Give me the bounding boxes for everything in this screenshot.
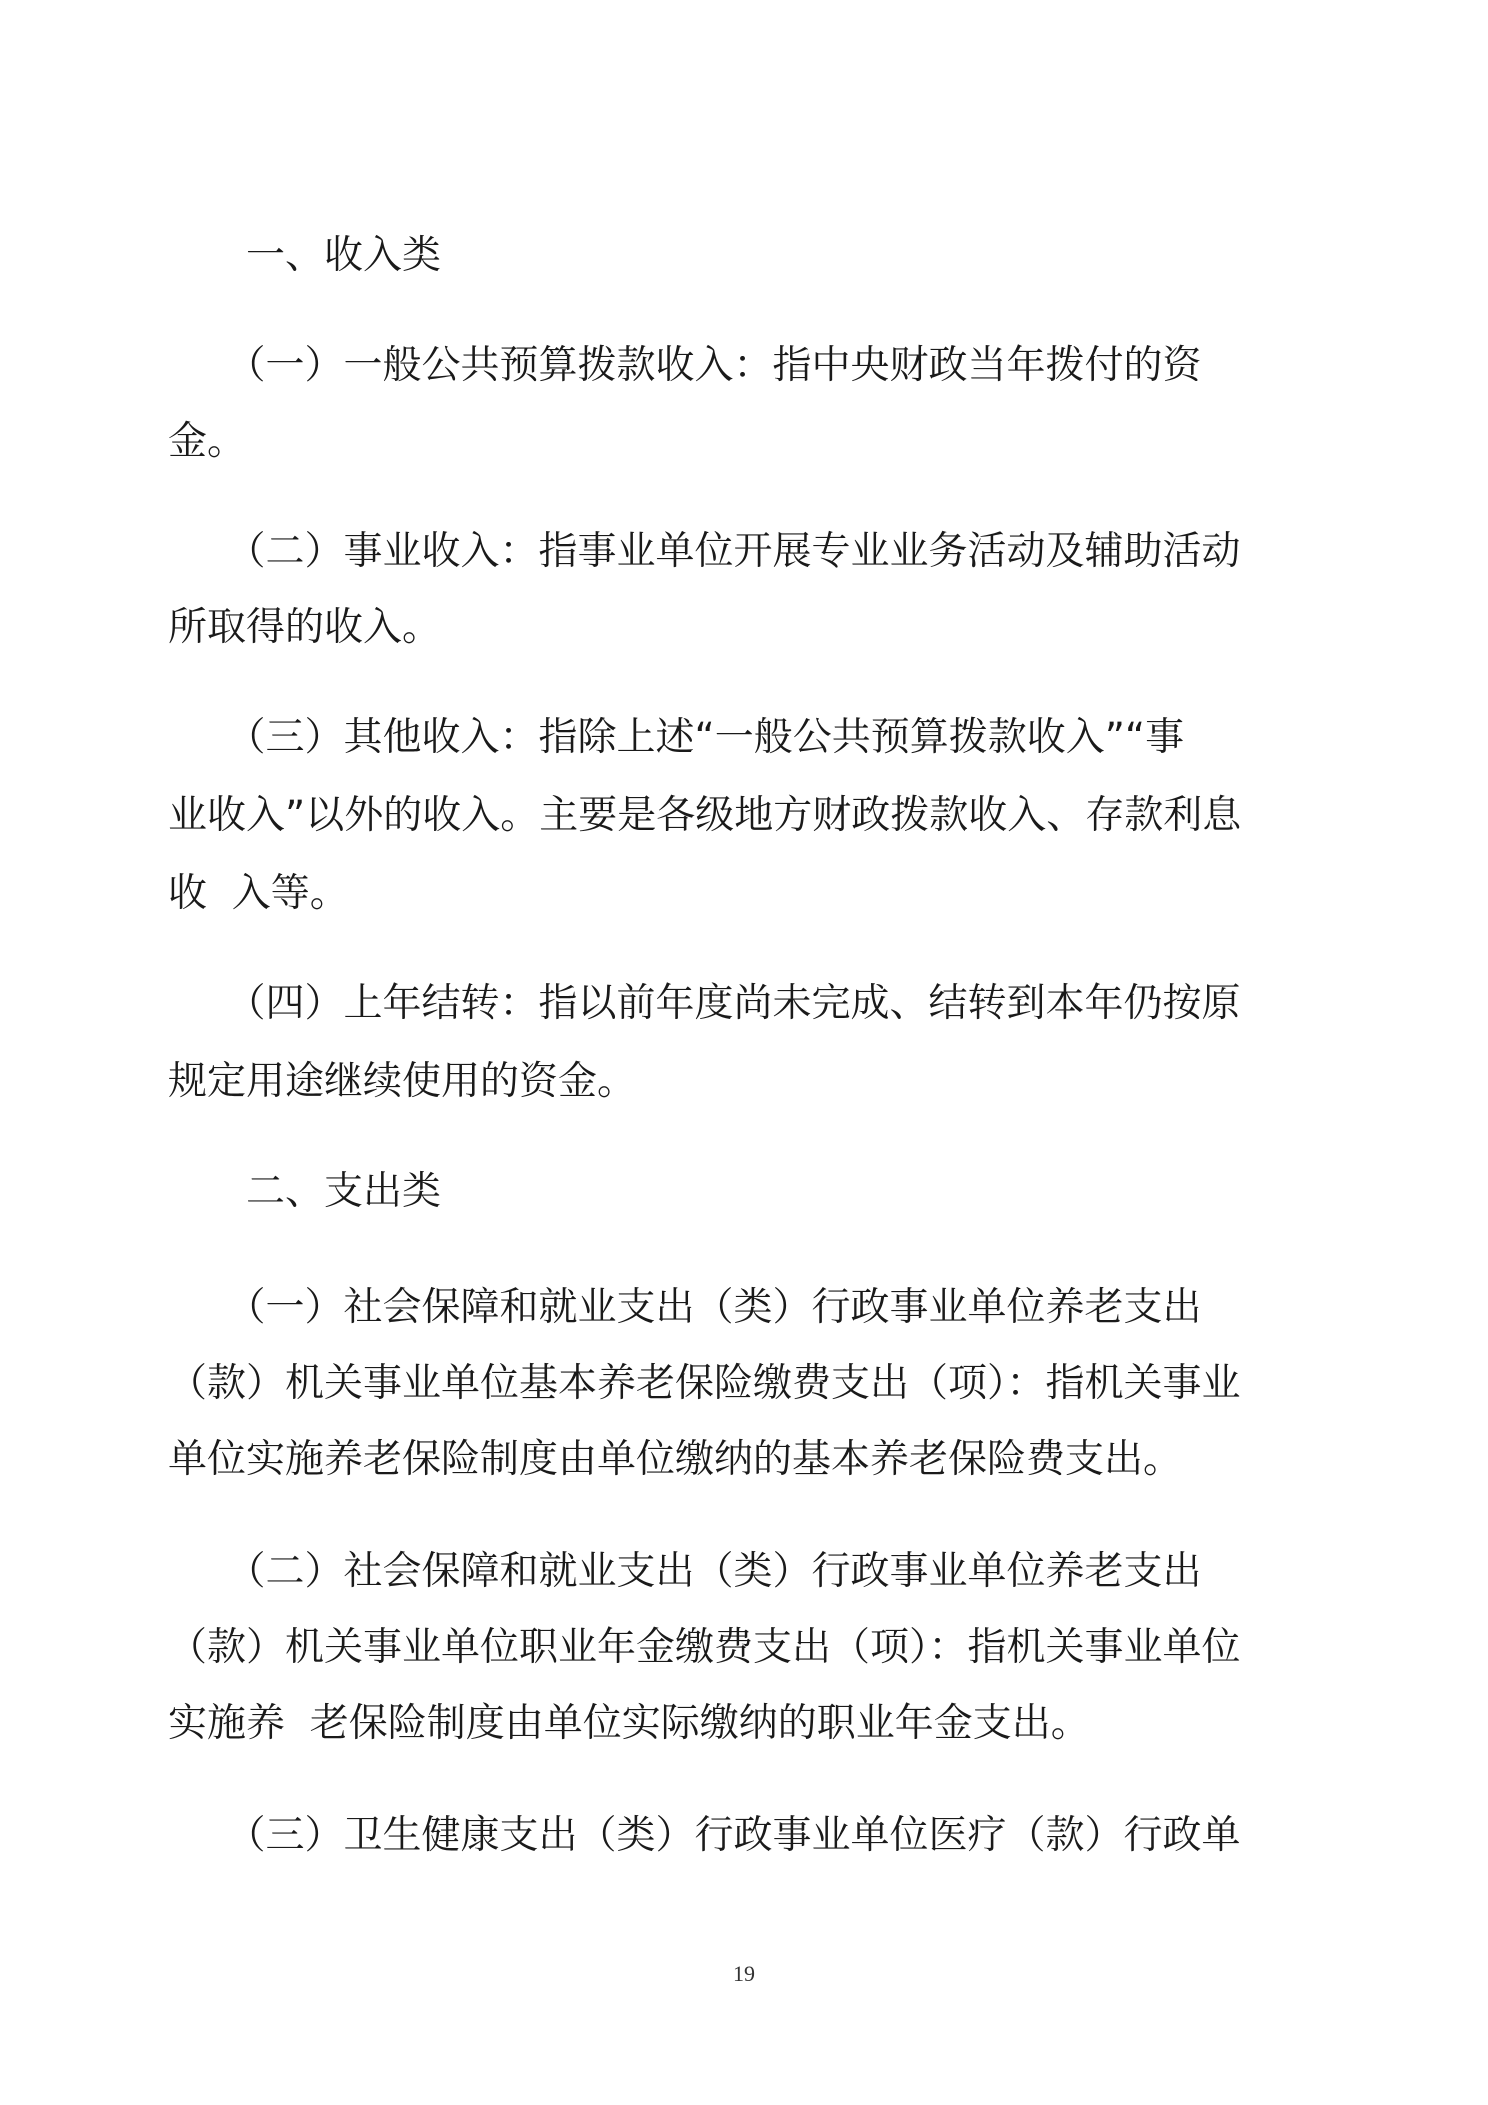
paragraph-line: 所取得的收入。 bbox=[168, 605, 442, 650]
paragraph-line: 单位实施养老保险制度由单位缴纳的基本养老保险费支出。 bbox=[168, 1437, 1183, 1482]
paragraph-line: （一）社会保障和就业支出（类）行政事业单位养老支出 bbox=[168, 1285, 1202, 1330]
paragraph-line: 收 入等。 bbox=[168, 871, 349, 916]
paragraph-line: （款）机关事业单位基本养老保险缴费支出（项）：指机关事业 bbox=[168, 1361, 1241, 1406]
page-number: 19 bbox=[733, 1961, 755, 1986]
paragraph-line: 业收入”以外的收入。主要是各级地方财政拨款收入、存款利息 bbox=[168, 793, 1242, 838]
paragraph-line: （二）事业收入：指事业单位开展专业业务活动及辅助活动 bbox=[168, 529, 1241, 574]
paragraph-line: 金。 bbox=[168, 419, 247, 464]
paragraph-line: 实施养 老保险制度由单位实际缴纳的职业年金支出。 bbox=[168, 1701, 1090, 1746]
section-heading-expenditure: 二、支出类 bbox=[168, 1169, 442, 1214]
paragraph-line: （二）社会保障和就业支出（类）行政事业单位养老支出 bbox=[168, 1549, 1202, 1594]
paragraph-line: （一）一般公共预算拨款收入：指中央财政当年拨付的资 bbox=[168, 343, 1202, 388]
section-heading-income: 一、收入类 bbox=[168, 233, 442, 278]
paragraph-line: （款）机关事业单位职业年金缴费支出（项）：指机关事业单位 bbox=[168, 1625, 1241, 1670]
paragraph-line: （三）卫生健康支出（类）行政事业单位医疗（款）行政单 bbox=[168, 1813, 1241, 1858]
paragraph-line: （三）其他收入：指除上述“一般公共预算拨款收入”“事 bbox=[168, 715, 1185, 760]
paragraph-line: （四）上年结转：指以前年度尚未完成、结转到本年仍按原 bbox=[168, 981, 1241, 1026]
paragraph-line: 规定用途继续使用的资金。 bbox=[168, 1059, 637, 1104]
